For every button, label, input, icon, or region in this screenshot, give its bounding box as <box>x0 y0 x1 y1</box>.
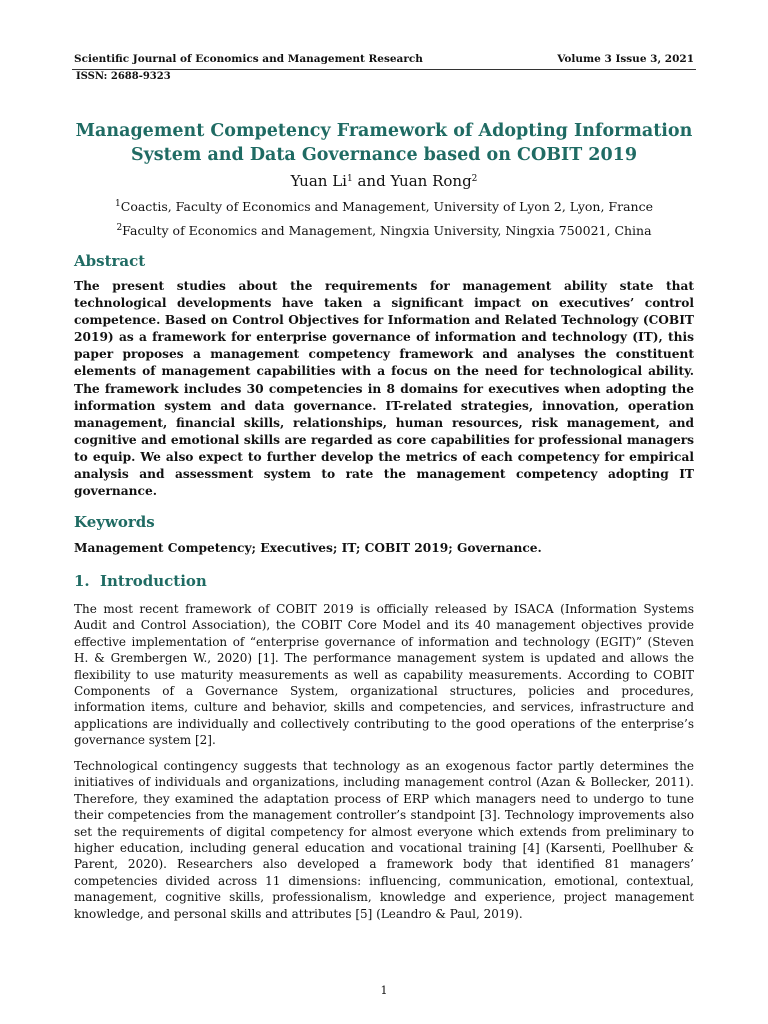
section-title: Introduction <box>100 572 207 590</box>
introduction-paragraph-2: Technological contingency suggests that technology as an exogenous factor partly determines the initiatives of individuals and organizations, including management control (Azan & Bollecker, 2011). Therefore, they examined the adaptation process of ERP which managers need to undergo to tune their competencies from the management controller’s standpoint [3]. Technology improvements also set the requirements of digital competency for almost everyone which extends from preliminary to higher education, including general education and vocational training [4] (Karsenti, Poellhuber & Parent, 2020). Researchers also developed a framework body that identified 81 managers’ competencies divided across 11 dimensions: influencing, communication, emotional, contextual, management, cognitive skills, professionalism, knowledge and experience, project management knowledge, and personal skills and attributes [5] (Leandro & Paul, 2019). <box>74 759 694 921</box>
keywords-heading: Keywords <box>74 513 155 531</box>
abstract-text: The present studies about the requirements for management ability state that technological developments have taken a significant impact on executives’ control competence. Based on Control Objectives for Information and Related Technology (COBIT 2019) as a framework for enterprise governance of information and technology (IT), this paper proposes a management competency framework and analyses the constituent elements of management capabilities with a focus on the need for technological ability. The framework includes 30 competencies in 8 domains for executives when adopting the information system and data governance. IT-related strategies, innovation, operation management, financial skills, relationships, human resources, risk management, and cognitive and emotional skills are regarded as core capabilities for professional managers to equip. We also expect to further develop the metrics of each competency for empirical analysis and assessment system to rate the management competency adopting IT governance. <box>74 279 694 499</box>
keywords-text: Management Competency; Executives; IT; COBIT 2019; Governance. <box>74 541 542 555</box>
affiliation-1-text: Coactis, Faculty of Economics and Management, University of Lyon 2, Lyon, France <box>120 199 653 214</box>
title-line-1: Management Competency Framework of Adopting Information <box>75 121 693 141</box>
author-conjunction: and <box>352 172 391 190</box>
abstract-heading: Abstract <box>74 252 146 270</box>
running-header <box>74 53 694 65</box>
author-2: Yuan Rong <box>390 172 472 190</box>
issn: ISSN: 2688-9323 <box>76 71 171 82</box>
introduction-paragraph-1: The most recent framework of COBIT 2019 is officially released by ISACA (Information Systems Audit and Control Association), the COBIT Core Model and its 40 management objectives provide effective implementation of “enterprise governance of information and technology (EGIT)” (Steven H. & Grembergen W., 2020) [1]. The performance management system is updated and allows the flexibility to use maturity measurements as well as capability measurements. According to COBIT Components of a Governance System, organizational structures, policies and procedures, information items, culture and behavior, skills and competencies, and services, infrastructure and applications are individually and collectively contributing to the good operations of the enterprise’s governance system [2]. <box>74 602 694 748</box>
affiliation-1 <box>74 199 694 214</box>
header-rule <box>72 69 696 70</box>
paper-title <box>74 119 694 167</box>
affiliation-2-marker: 2 <box>116 223 123 233</box>
journal-name: Scientific Journal of Economics and Management Research <box>74 53 423 65</box>
author-1-marker: 1 <box>346 174 353 184</box>
affiliation-2-text: Faculty of Economics and Management, Ningxia University, Ningxia 750021, China <box>122 223 652 238</box>
introduction-heading <box>74 572 207 590</box>
title-line-2: System and Data Governance based on COBIT 2019 <box>130 145 638 165</box>
section-number: 1. <box>74 572 90 590</box>
author-2-marker: 2 <box>471 174 478 184</box>
affiliation-2 <box>74 223 694 238</box>
author-list <box>74 172 694 190</box>
volume-issue: Volume 3 Issue 3, 2021 <box>557 53 694 65</box>
affiliation-1-marker: 1 <box>115 199 121 209</box>
author-1: Yuan Li <box>290 172 347 190</box>
page-number: 1 <box>380 984 388 997</box>
